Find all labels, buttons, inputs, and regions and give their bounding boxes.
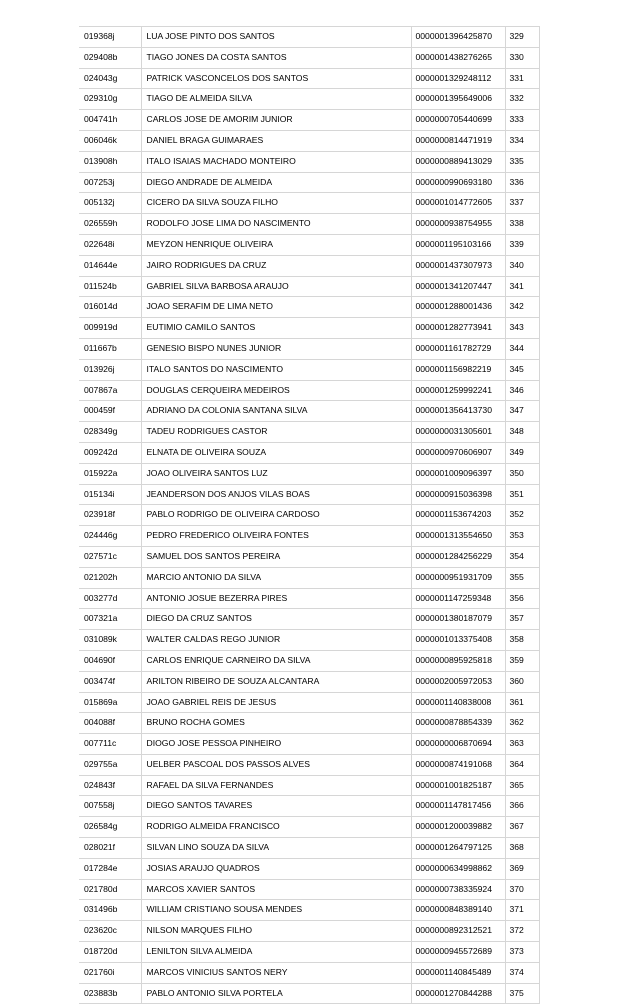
document-number-cell: 0000001147817456 xyxy=(411,796,505,817)
registration-code-cell: 021780d xyxy=(79,879,141,900)
registration-code-cell: 031496b xyxy=(79,900,141,921)
candidate-name-cell: BRUNO ROCHA GOMES xyxy=(141,713,411,734)
registration-code-cell: 015922a xyxy=(79,463,141,484)
table-row xyxy=(79,546,539,567)
table-row xyxy=(79,172,539,193)
position-number-cell: 330 xyxy=(505,47,539,68)
candidate-table-body xyxy=(79,27,539,1004)
registration-code-cell: 026584g xyxy=(79,817,141,838)
position-number-cell: 352 xyxy=(505,505,539,526)
document-number-cell: 0000000814471919 xyxy=(411,130,505,151)
candidate-table xyxy=(79,26,540,1004)
position-number-cell: 361 xyxy=(505,692,539,713)
registration-code-cell: 029310g xyxy=(79,89,141,110)
table-row xyxy=(79,921,539,942)
document-number-cell: 0000001313554650 xyxy=(411,526,505,547)
registration-code-cell: 004741h xyxy=(79,110,141,131)
candidate-name-cell: MARCIO ANTONIO DA SILVA xyxy=(141,567,411,588)
document-number-cell: 0000001014772605 xyxy=(411,193,505,214)
position-number-cell: 339 xyxy=(505,234,539,255)
table-row xyxy=(79,338,539,359)
table-row xyxy=(79,692,539,713)
position-number-cell: 342 xyxy=(505,297,539,318)
registration-code-cell: 004690f xyxy=(79,650,141,671)
table-row xyxy=(79,463,539,484)
position-number-cell: 332 xyxy=(505,89,539,110)
registration-code-cell: 016014d xyxy=(79,297,141,318)
position-number-cell: 356 xyxy=(505,588,539,609)
table-row xyxy=(79,130,539,151)
candidate-name-cell: ELNATA DE OLIVEIRA SOUZA xyxy=(141,442,411,463)
document-number-cell: 0000001013375408 xyxy=(411,630,505,651)
table-row xyxy=(79,110,539,131)
registration-code-cell: 000459f xyxy=(79,401,141,422)
document-number-cell: 0000001259992241 xyxy=(411,380,505,401)
candidate-name-cell: ARILTON RIBEIRO DE SOUZA ALCANTARA xyxy=(141,671,411,692)
position-number-cell: 372 xyxy=(505,921,539,942)
document-number-cell: 0000000848389140 xyxy=(411,900,505,921)
candidate-name-cell: DIEGO DA CRUZ SANTOS xyxy=(141,609,411,630)
document-number-cell: 0000000031305601 xyxy=(411,422,505,443)
registration-code-cell: 023918f xyxy=(79,505,141,526)
position-number-cell: 370 xyxy=(505,879,539,900)
document-number-cell: 0000000892312521 xyxy=(411,921,505,942)
registration-code-cell: 026559h xyxy=(79,214,141,235)
table-row xyxy=(79,68,539,89)
position-number-cell: 340 xyxy=(505,255,539,276)
position-number-cell: 374 xyxy=(505,962,539,983)
registration-code-cell: 018720d xyxy=(79,942,141,963)
registration-code-cell: 004088f xyxy=(79,713,141,734)
table-row xyxy=(79,318,539,339)
candidate-name-cell: DIEGO ANDRADE DE ALMEIDA xyxy=(141,172,411,193)
candidate-name-cell: ITALO ISAIAS MACHADO MONTEIRO xyxy=(141,151,411,172)
candidate-name-cell: LUA JOSE PINTO DOS SANTOS xyxy=(141,27,411,48)
position-number-cell: 371 xyxy=(505,900,539,921)
document-number-cell: 0000001140838008 xyxy=(411,692,505,713)
position-number-cell: 368 xyxy=(505,838,539,859)
candidate-name-cell: PATRICK VASCONCELOS DOS SANTOS xyxy=(141,68,411,89)
table-row xyxy=(79,193,539,214)
candidate-name-cell: SILVAN LINO SOUZA DA SILVA xyxy=(141,838,411,859)
document-number-cell: 0000001001825187 xyxy=(411,775,505,796)
document-number-cell: 0000000938754955 xyxy=(411,214,505,235)
document-number-cell: 0000000874191068 xyxy=(411,754,505,775)
table-row xyxy=(79,255,539,276)
registration-code-cell: 005132j xyxy=(79,193,141,214)
registration-code-cell: 024043g xyxy=(79,68,141,89)
registration-code-cell: 007711c xyxy=(79,734,141,755)
registration-code-cell: 019368j xyxy=(79,27,141,48)
registration-code-cell: 028349g xyxy=(79,422,141,443)
table-row xyxy=(79,422,539,443)
document-number-cell: 0000000970606907 xyxy=(411,442,505,463)
table-row xyxy=(79,671,539,692)
document-number-cell: 0000001195103166 xyxy=(411,234,505,255)
registration-code-cell: 029408b xyxy=(79,47,141,68)
registration-code-cell: 014644e xyxy=(79,255,141,276)
table-row xyxy=(79,234,539,255)
registration-code-cell: 022648i xyxy=(79,234,141,255)
registration-code-cell: 015134i xyxy=(79,484,141,505)
document-number-cell: 0000001288001436 xyxy=(411,297,505,318)
position-number-cell: 341 xyxy=(505,276,539,297)
registration-code-cell: 007867a xyxy=(79,380,141,401)
candidate-name-cell: MARCOS XAVIER SANTOS xyxy=(141,879,411,900)
candidate-name-cell: GABRIEL SILVA BARBOSA ARAUJO xyxy=(141,276,411,297)
table-row xyxy=(79,276,539,297)
candidate-name-cell: CARLOS JOSE DE AMORIM JUNIOR xyxy=(141,110,411,131)
table-row xyxy=(79,297,539,318)
table-row xyxy=(79,775,539,796)
position-number-cell: 353 xyxy=(505,526,539,547)
position-number-cell: 358 xyxy=(505,630,539,651)
table-row xyxy=(79,588,539,609)
table-row xyxy=(79,609,539,630)
document-number-cell: 0000000889413029 xyxy=(411,151,505,172)
position-number-cell: 338 xyxy=(505,214,539,235)
registration-code-cell: 003474f xyxy=(79,671,141,692)
candidate-name-cell: LENILTON SILVA ALMEIDA xyxy=(141,942,411,963)
document-number-cell: 0000000006870694 xyxy=(411,734,505,755)
position-number-cell: 351 xyxy=(505,484,539,505)
candidate-name-cell: CICERO DA SILVA SOUZA FILHO xyxy=(141,193,411,214)
table-row xyxy=(79,879,539,900)
position-number-cell: 363 xyxy=(505,734,539,755)
table-row xyxy=(79,983,539,1004)
position-number-cell: 350 xyxy=(505,463,539,484)
document-number-cell: 0000001329248112 xyxy=(411,68,505,89)
registration-code-cell: 009242d xyxy=(79,442,141,463)
candidate-name-cell: MEYZON HENRIQUE OLIVEIRA xyxy=(141,234,411,255)
registration-code-cell: 011667b xyxy=(79,338,141,359)
position-number-cell: 345 xyxy=(505,359,539,380)
position-number-cell: 335 xyxy=(505,151,539,172)
candidate-name-cell: TIAGO JONES DA COSTA SANTOS xyxy=(141,47,411,68)
registration-code-cell: 003277d xyxy=(79,588,141,609)
position-number-cell: 375 xyxy=(505,983,539,1004)
table-row xyxy=(79,817,539,838)
table-row xyxy=(79,359,539,380)
registration-code-cell: 009919d xyxy=(79,318,141,339)
candidate-name-cell: JOAO GABRIEL REIS DE JESUS xyxy=(141,692,411,713)
table-row xyxy=(79,838,539,859)
table-row xyxy=(79,151,539,172)
document-number-cell: 0000000945572689 xyxy=(411,942,505,963)
candidate-name-cell: DIOGO JOSE PESSOA PINHEIRO xyxy=(141,734,411,755)
registration-code-cell: 023883b xyxy=(79,983,141,1004)
candidate-name-cell: ADRIANO DA COLONIA SANTANA SILVA xyxy=(141,401,411,422)
candidate-name-cell: WILLIAM CRISTIANO SOUSA MENDES xyxy=(141,900,411,921)
registration-code-cell: 013926j xyxy=(79,359,141,380)
position-number-cell: 365 xyxy=(505,775,539,796)
registration-code-cell: 021202h xyxy=(79,567,141,588)
registration-code-cell: 007253j xyxy=(79,172,141,193)
position-number-cell: 369 xyxy=(505,858,539,879)
document-number-cell: 0000001282773941 xyxy=(411,318,505,339)
document-number-cell: 0000001341207447 xyxy=(411,276,505,297)
document-number-cell: 0000002005972053 xyxy=(411,671,505,692)
position-number-cell: 373 xyxy=(505,942,539,963)
table-row xyxy=(79,630,539,651)
table-row xyxy=(79,858,539,879)
document-number-cell: 0000000915036398 xyxy=(411,484,505,505)
position-number-cell: 367 xyxy=(505,817,539,838)
document-number-cell: 0000000990693180 xyxy=(411,172,505,193)
table-row xyxy=(79,484,539,505)
candidate-name-cell: JOSIAS ARAUJO QUADROS xyxy=(141,858,411,879)
document-number-cell: 0000001284256229 xyxy=(411,546,505,567)
candidate-name-cell: RODRIGO ALMEIDA FRANCISCO xyxy=(141,817,411,838)
registration-code-cell: 023620c xyxy=(79,921,141,942)
position-number-cell: 333 xyxy=(505,110,539,131)
document-number-cell: 0000001009096397 xyxy=(411,463,505,484)
document-number-cell: 0000001395649006 xyxy=(411,89,505,110)
registration-code-cell: 013908h xyxy=(79,151,141,172)
registration-code-cell: 027571c xyxy=(79,546,141,567)
document-number-cell: 0000001140845489 xyxy=(411,962,505,983)
table-row xyxy=(79,650,539,671)
candidate-name-cell: GENESIO BISPO NUNES JUNIOR xyxy=(141,338,411,359)
table-row xyxy=(79,526,539,547)
registration-code-cell: 028021f xyxy=(79,838,141,859)
table-row xyxy=(79,505,539,526)
registration-code-cell: 031089k xyxy=(79,630,141,651)
candidate-name-cell: MARCOS VINICIUS SANTOS NERY xyxy=(141,962,411,983)
registration-code-cell: 024843f xyxy=(79,775,141,796)
registration-code-cell: 006046k xyxy=(79,130,141,151)
registration-code-cell: 017284e xyxy=(79,858,141,879)
position-number-cell: 354 xyxy=(505,546,539,567)
document-number-cell: 0000001200039882 xyxy=(411,817,505,838)
position-number-cell: 364 xyxy=(505,754,539,775)
candidate-name-cell: RODOLFO JOSE LIMA DO NASCIMENTO xyxy=(141,214,411,235)
position-number-cell: 337 xyxy=(505,193,539,214)
table-row xyxy=(79,442,539,463)
position-number-cell: 343 xyxy=(505,318,539,339)
table-row xyxy=(79,214,539,235)
position-number-cell: 336 xyxy=(505,172,539,193)
candidate-name-cell: PABLO ANTONIO SILVA PORTELA xyxy=(141,983,411,1004)
document-number-cell: 0000001356413730 xyxy=(411,401,505,422)
candidate-name-cell: DIEGO SANTOS TAVARES xyxy=(141,796,411,817)
document-number-cell: 0000001161782729 xyxy=(411,338,505,359)
candidate-name-cell: JOAO OLIVEIRA SANTOS LUZ xyxy=(141,463,411,484)
position-number-cell: 362 xyxy=(505,713,539,734)
registration-code-cell: 029755a xyxy=(79,754,141,775)
document-number-cell: 0000000705440699 xyxy=(411,110,505,131)
table-row xyxy=(79,380,539,401)
document-number-cell: 0000001438276265 xyxy=(411,47,505,68)
document-number-cell: 0000000895925818 xyxy=(411,650,505,671)
position-number-cell: 344 xyxy=(505,338,539,359)
document-number-cell: 0000001396425870 xyxy=(411,27,505,48)
registration-code-cell: 021760i xyxy=(79,962,141,983)
position-number-cell: 357 xyxy=(505,609,539,630)
candidate-name-cell: JEANDERSON DOS ANJOS VILAS BOAS xyxy=(141,484,411,505)
registration-code-cell: 007321a xyxy=(79,609,141,630)
table-row xyxy=(79,89,539,110)
table-row xyxy=(79,401,539,422)
candidate-name-cell: DANIEL BRAGA GUIMARAES xyxy=(141,130,411,151)
candidate-name-cell: JOAO SERAFIM DE LIMA NETO xyxy=(141,297,411,318)
document-number-cell: 0000000634998862 xyxy=(411,858,505,879)
document-number-cell: 0000001153674203 xyxy=(411,505,505,526)
position-number-cell: 346 xyxy=(505,380,539,401)
table-row xyxy=(79,754,539,775)
table-row xyxy=(79,942,539,963)
table-row xyxy=(79,27,539,48)
position-number-cell: 331 xyxy=(505,68,539,89)
position-number-cell: 334 xyxy=(505,130,539,151)
position-number-cell: 349 xyxy=(505,442,539,463)
candidate-name-cell: ANTONIO JOSUE BEZERRA PIRES xyxy=(141,588,411,609)
position-number-cell: 360 xyxy=(505,671,539,692)
registration-code-cell: 011524b xyxy=(79,276,141,297)
document-number-cell: 0000001380187079 xyxy=(411,609,505,630)
candidate-name-cell: DOUGLAS CERQUEIRA MEDEIROS xyxy=(141,380,411,401)
document-number-cell: 0000001147259348 xyxy=(411,588,505,609)
position-number-cell: 359 xyxy=(505,650,539,671)
document-number-cell: 0000001156982219 xyxy=(411,359,505,380)
position-number-cell: 355 xyxy=(505,567,539,588)
document-number-cell: 0000000738335924 xyxy=(411,879,505,900)
document-number-cell: 0000001264797125 xyxy=(411,838,505,859)
candidate-name-cell: PABLO RODRIGO DE OLIVEIRA CARDOSO xyxy=(141,505,411,526)
candidate-name-cell: SAMUEL DOS SANTOS PEREIRA xyxy=(141,546,411,567)
document-number-cell: 0000000951931709 xyxy=(411,567,505,588)
candidate-name-cell: UELBER PASCOAL DOS PASSOS ALVES xyxy=(141,754,411,775)
candidate-name-cell: RAFAEL DA SILVA FERNANDES xyxy=(141,775,411,796)
candidate-name-cell: TIAGO DE ALMEIDA SILVA xyxy=(141,89,411,110)
candidate-name-cell: ITALO SANTOS DO NASCIMENTO xyxy=(141,359,411,380)
table-row xyxy=(79,567,539,588)
table-row xyxy=(79,962,539,983)
table-row xyxy=(79,900,539,921)
position-number-cell: 329 xyxy=(505,27,539,48)
document-number-cell: 0000001437307973 xyxy=(411,255,505,276)
candidate-name-cell: TADEU RODRIGUES CASTOR xyxy=(141,422,411,443)
position-number-cell: 348 xyxy=(505,422,539,443)
registration-code-cell: 015869a xyxy=(79,692,141,713)
table-row xyxy=(79,47,539,68)
candidate-name-cell: EUTIMIO CAMILO SANTOS xyxy=(141,318,411,339)
position-number-cell: 366 xyxy=(505,796,539,817)
candidate-name-cell: CARLOS ENRIQUE CARNEIRO DA SILVA xyxy=(141,650,411,671)
document-number-cell: 0000001270844288 xyxy=(411,983,505,1004)
document-number-cell: 0000000878854339 xyxy=(411,713,505,734)
registration-code-cell: 024446g xyxy=(79,526,141,547)
table-row xyxy=(79,734,539,755)
candidate-name-cell: PEDRO FREDERICO OLIVEIRA FONTES xyxy=(141,526,411,547)
table-row xyxy=(79,713,539,734)
candidate-name-cell: WALTER CALDAS REGO JUNIOR xyxy=(141,630,411,651)
candidate-name-cell: JAIRO RODRIGUES DA CRUZ xyxy=(141,255,411,276)
candidate-name-cell: NILSON MARQUES FILHO xyxy=(141,921,411,942)
table-row xyxy=(79,796,539,817)
registration-code-cell: 007558j xyxy=(79,796,141,817)
position-number-cell: 347 xyxy=(505,401,539,422)
